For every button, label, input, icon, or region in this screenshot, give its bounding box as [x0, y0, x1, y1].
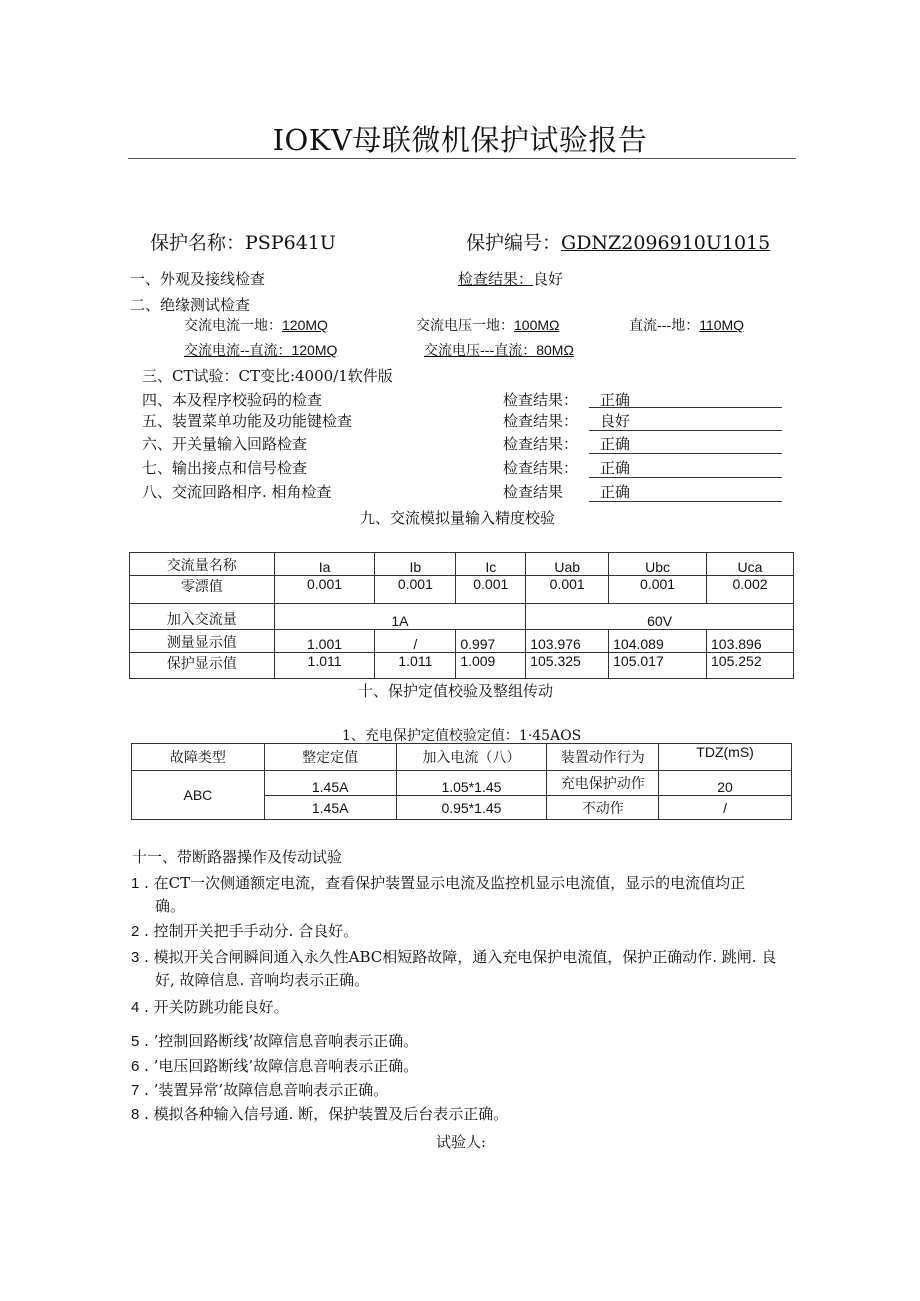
table-row: [130, 630, 794, 653]
sec1-label: 一、外观及接线检查: [130, 270, 266, 288]
table-cell: 装置动作行为: [547, 744, 659, 771]
list-item-text: . 控制开关把手手动分. 合良好。: [144, 922, 359, 940]
list-item-continuation: 确。: [155, 897, 186, 915]
table-cell: 加入交流量: [130, 604, 275, 630]
list-item-number: 7: [131, 1082, 140, 1099]
insul-label: 直流---地：: [629, 318, 700, 334]
table-cell: 103.976: [526, 630, 609, 653]
list-item-text: . 开关防跳功能良好。: [144, 998, 289, 1016]
tester-label: 试验人:: [436, 1133, 487, 1151]
underline: [589, 477, 782, 478]
table-cell: 不动作: [547, 796, 659, 820]
list-item: [131, 1103, 508, 1124]
table-row: [130, 576, 794, 604]
list-item-number: 4: [131, 999, 140, 1016]
table-cell: 1A: [274, 604, 526, 630]
insul-label: 交流电压一地：: [416, 318, 514, 334]
table-cell: 1.011: [375, 653, 456, 679]
insul-value: 120MQ: [291, 342, 338, 358]
table-cell: Uab: [526, 553, 609, 576]
list-item-text: . ’控制回路断线’故障信息音响表示正确。: [144, 1032, 419, 1050]
insul-dc-ground: [629, 315, 744, 335]
list-item-text: . ’电压回路断线’故障信息音响表示正确。: [144, 1057, 419, 1075]
table-cell: Uca: [707, 553, 794, 576]
list-item: [131, 996, 289, 1017]
list-item-text: . 在CT一次侧通额定电流，查看保护装置显示电流及监控机显示电流值，显示的电流值均正: [144, 874, 746, 892]
insul-value: 110MQ: [699, 317, 745, 333]
list-item-number: 8: [131, 1106, 140, 1123]
sec11-heading: 十一、带断路器操作及传动试验: [132, 848, 343, 866]
sec1-result-label: 检查结果：: [458, 270, 534, 288]
protect-name-label: 保护名称：: [150, 232, 246, 254]
check-item-label: 六、开关量输入回路检查: [142, 435, 308, 453]
protect-number-label: 保护编号：: [466, 232, 562, 254]
table-cell: 1.45A: [264, 796, 396, 820]
list-item-number: 5: [131, 1033, 140, 1050]
table-row: [130, 604, 794, 630]
table-cell: 105.325: [526, 653, 609, 679]
list-item-number: 2: [131, 923, 140, 940]
table-row: [130, 653, 794, 679]
insul-value: 100MΩ: [514, 317, 560, 333]
table-cell: 0.001: [526, 576, 609, 604]
list-item: [131, 1079, 388, 1100]
ac-accuracy-table: [129, 552, 794, 679]
list-item-text: . 模拟开关合闸瞬间通入永久性ABC相短路故障，通入充电保护电流值，保护正确动作. 跳闸. 良: [144, 948, 777, 966]
check-result-value: 正确: [600, 435, 631, 453]
table-cell: Ia: [274, 553, 375, 576]
table-cell: 测量显示值: [130, 630, 275, 653]
check-result-label: 检查结果：: [503, 459, 579, 477]
table-cell: 104.089: [609, 630, 707, 653]
check-result-value: 正确: [600, 483, 631, 501]
list-item: [131, 1055, 418, 1076]
table-cell: 105.252: [707, 653, 794, 679]
check-result-value: 良好: [600, 412, 631, 430]
table-cell: 零漂值: [130, 576, 275, 604]
list-item-number: 1: [131, 875, 140, 892]
insul-ac-voltage-ground: [416, 315, 560, 335]
table-cell: 1.009: [456, 653, 526, 679]
sec1-result-value: 良好: [533, 270, 564, 288]
insul-value: 120MQ: [282, 317, 328, 333]
list-item-text: . ’装置异常’故障信息音响表示正确。: [144, 1081, 389, 1099]
sec10-subheading: 1、充电保护定值校验定值：1·45AOS: [342, 728, 582, 744]
check-result-label: 检查结果：: [503, 391, 579, 409]
table-cell: 1.45A: [264, 771, 396, 796]
table-cell: 0.002: [707, 576, 794, 604]
check-item-label: 八、交流回路相序. 相角检查: [142, 483, 332, 501]
table-header-row: [130, 553, 794, 576]
table-cell: /: [659, 796, 792, 820]
check-item-label: 五、装置菜单功能及功能键检查: [142, 412, 353, 430]
table-cell: Ubc: [609, 553, 707, 576]
table-cell: 0.997: [456, 630, 526, 653]
check-result-label: 检查结果：: [503, 435, 579, 453]
table-cell: 故障类型: [132, 744, 265, 771]
table-cell: ABC: [132, 771, 265, 820]
sec3-label: 三、CT试验：CT变比:4000/1软件版: [142, 367, 393, 385]
table-cell: 整定定值: [264, 744, 396, 771]
underline: [589, 501, 782, 502]
insul-value: 80MΩ: [536, 342, 574, 358]
sec2-label: 二、绝缘测试检查: [130, 296, 251, 314]
table-cell: /: [375, 630, 456, 653]
list-item: [131, 920, 358, 941]
insul-label: 交流电流--直流：: [184, 343, 292, 359]
charge-protection-table: [131, 743, 792, 820]
check-result-value: 正确: [600, 459, 631, 477]
insul-ac-current-dc: [184, 340, 337, 360]
insul-ac-current-ground: [184, 315, 328, 335]
title-divider: [128, 158, 796, 159]
table-cell: 103.896: [707, 630, 794, 653]
table-cell: 1.011: [274, 653, 375, 679]
protect-number: [466, 228, 770, 255]
sec10-heading: 十、保护定值校验及整组传动: [358, 682, 554, 700]
check-result-label: 检查结果：: [503, 412, 579, 430]
table-cell: 0.001: [456, 576, 526, 604]
list-item-text: . 模拟各种输入信号通. 断，保护装置及后台表示正确。: [144, 1105, 509, 1123]
sec9-heading: 九、交流模拟量输入精度校验: [360, 509, 556, 527]
insul-label: 交流电压---直流：: [424, 343, 537, 359]
page-title: IOKV母联微机保护试验报告: [272, 123, 648, 157]
check-result-value: 正确: [600, 391, 631, 409]
table-cell: 20: [659, 771, 792, 796]
table-cell: 加入电流（八）: [396, 744, 547, 771]
list-item: [131, 1030, 418, 1051]
table-cell: 1.05*1.45: [396, 771, 547, 796]
sec1-result: [458, 268, 563, 289]
table-cell: Ib: [375, 553, 456, 576]
table-cell: 1.001: [274, 630, 375, 653]
protect-name-value: PSP641U: [245, 232, 336, 254]
list-item: [131, 946, 776, 967]
table-cell: TDZ(mS): [659, 744, 792, 771]
check-item-label: 七、输出接点和信号检查: [142, 459, 308, 477]
table-cell: 0.001: [274, 576, 375, 604]
protect-number-value: GDNZ2096910U1015: [561, 232, 771, 254]
table-cell: 0.001: [375, 576, 456, 604]
insul-label: 交流电流一地：: [184, 318, 282, 334]
table-cell: 保护显示值: [130, 653, 275, 679]
list-item-continuation: 好, 故障信息. 音响均表示正确。: [155, 971, 370, 989]
table-cell: 0.001: [609, 576, 707, 604]
list-item-number: 3: [131, 949, 140, 966]
underline: [589, 430, 782, 431]
check-item-label: 四、本及程序校验码的检查: [142, 391, 323, 409]
table-cell: Ic: [456, 553, 526, 576]
underline: [589, 407, 782, 408]
table-cell: 0.95*1.45: [396, 796, 547, 820]
table-cell: 105.017: [609, 653, 707, 679]
check-result-label: 检查结果: [503, 483, 564, 501]
table-cell: 60V: [526, 604, 794, 630]
list-item-number: 6: [131, 1058, 140, 1075]
table-header-row: [132, 744, 792, 771]
protect-name: [150, 228, 336, 255]
underline: [589, 453, 782, 454]
list-item: [131, 872, 745, 893]
insul-ac-voltage-dc: [424, 340, 574, 360]
table-cell: 充电保护动作: [547, 771, 659, 796]
table-cell: 交流量名称: [130, 553, 275, 576]
table-row: [132, 771, 792, 796]
